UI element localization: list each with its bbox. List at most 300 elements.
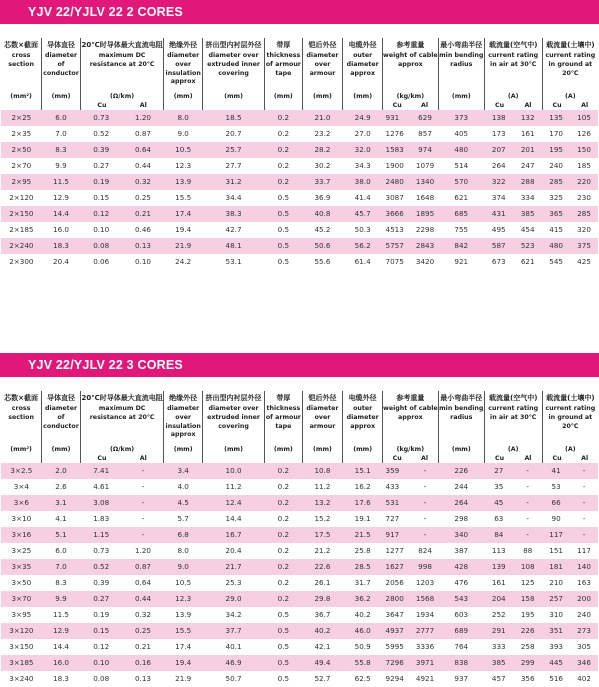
header-zh: 铠后外径 xyxy=(308,394,337,402)
header-zh: 带厚 xyxy=(276,41,291,49)
cell-pair xyxy=(383,559,439,575)
table-cell: 13.9 xyxy=(175,610,192,619)
cell-value: 273 xyxy=(577,626,591,635)
cell-value: 66 xyxy=(551,498,561,507)
cell-value: 285 xyxy=(549,177,563,186)
table-cell xyxy=(80,671,164,687)
cell-value: 90 xyxy=(551,514,561,523)
cell-value: 998 xyxy=(418,562,432,571)
table-cell xyxy=(484,142,542,158)
cell-value: 931 xyxy=(385,113,400,122)
table-cell xyxy=(383,639,439,655)
cell-value: 299 xyxy=(520,658,535,667)
table-cell: 50.7 xyxy=(225,674,242,683)
cell-value: 9294 xyxy=(385,674,404,683)
cell-pair xyxy=(80,206,164,222)
table-cell: 36.7 xyxy=(314,610,331,619)
cell-pair xyxy=(542,511,598,527)
header-sub xyxy=(1,454,41,463)
table-cell: 0.2 xyxy=(277,161,290,170)
table-cell: 603 xyxy=(454,610,469,619)
table-cell xyxy=(383,575,439,591)
table-row xyxy=(1,206,598,222)
table-cell: 10.0 xyxy=(202,463,264,479)
cell-pair xyxy=(80,655,164,671)
cell-value: - xyxy=(423,482,427,491)
header-sub-label: Al xyxy=(421,455,429,462)
table-cell xyxy=(80,142,164,158)
cell-value: 0.19 xyxy=(93,177,110,186)
table-title: YJV 22/YJLV 22 3 CORES xyxy=(28,358,183,372)
cell-value: - xyxy=(526,498,529,507)
cell-pair xyxy=(484,174,542,190)
table-cell xyxy=(484,559,542,575)
table-cell: 755 xyxy=(454,225,469,234)
table-cell: 7.0 xyxy=(55,129,67,138)
column-header xyxy=(542,38,598,110)
table-cell: 25.7 xyxy=(202,142,264,158)
cell-pair xyxy=(383,623,439,639)
table-title: YJV 22/YJLV 22 2 CORES xyxy=(28,5,183,19)
cell-pair xyxy=(484,639,542,655)
table-cell: 0.2 xyxy=(265,174,303,190)
table-cell xyxy=(80,623,164,639)
table-cell: 3×25 xyxy=(11,546,32,555)
table-cell xyxy=(383,463,439,479)
header-en: thickness of armour tape xyxy=(265,52,301,77)
column-header xyxy=(484,38,542,110)
table-cell: 11.2 xyxy=(225,482,242,491)
cell-value: 0.39 xyxy=(93,578,110,587)
table-cell: 31.7 xyxy=(354,578,371,587)
cell-pair xyxy=(383,527,439,543)
table-cell: 16.2 xyxy=(354,482,371,491)
cell-pair xyxy=(542,206,598,222)
table-cell: 19.1 xyxy=(354,514,371,523)
cell-value: 2298 xyxy=(415,225,435,234)
table-row xyxy=(1,254,598,270)
table-cell: 9.0 xyxy=(164,559,203,575)
cell-value: 431 xyxy=(491,209,506,218)
cell-pair xyxy=(383,591,439,607)
table-cell: 46.9 xyxy=(202,655,264,671)
table-cell xyxy=(80,495,164,511)
cell-value: 356 xyxy=(520,674,535,683)
cell-value: 201 xyxy=(520,145,535,154)
table-cell: 3×35 xyxy=(1,559,42,575)
table-row xyxy=(1,511,598,527)
header-sub-label: Cu xyxy=(392,102,402,109)
header-en: diameter over armour xyxy=(306,405,339,430)
header-unit: (mm) xyxy=(451,446,471,453)
header-zh: 电缆外径 xyxy=(348,394,377,402)
header-sub xyxy=(42,454,80,463)
table-cell: 3×4 xyxy=(13,482,29,491)
cell-pair xyxy=(80,495,164,511)
cell-value: 0.87 xyxy=(134,129,151,138)
table-cell: 48.1 xyxy=(202,238,264,254)
table-cell: 6.8 xyxy=(164,527,203,543)
cell-value: 587 xyxy=(491,241,506,250)
table-cell: 40.1 xyxy=(225,642,242,651)
cell-value: 0.10 xyxy=(134,257,151,266)
cell-value: 7.41 xyxy=(93,466,110,475)
cell-pair xyxy=(80,559,164,575)
table-cell xyxy=(80,527,164,543)
cell-value: 1.20 xyxy=(134,546,151,555)
header-sub-label: Al xyxy=(139,455,147,462)
cell-value: 4937 xyxy=(385,626,404,635)
table-cell xyxy=(484,495,542,511)
table-cell: 17.6 xyxy=(343,495,383,511)
header-unit: (mm) xyxy=(313,446,332,453)
header-zh: 载流量(土壤中) xyxy=(546,394,595,402)
table-cell: 0.2 xyxy=(265,495,303,511)
table-cell xyxy=(484,174,542,190)
table-cell: 32.0 xyxy=(343,142,383,158)
cell-pair xyxy=(80,671,164,687)
table-cell: 8.0 xyxy=(164,110,203,126)
table-cell xyxy=(542,591,598,607)
cell-value: 385 xyxy=(491,658,506,667)
table-cell: 0.5 xyxy=(277,225,290,234)
cell-value: 621 xyxy=(520,257,535,266)
table-cell: 514 xyxy=(454,161,469,170)
cell-value: 454 xyxy=(520,225,535,234)
cell-pair xyxy=(383,206,439,222)
cell-value: 0.52 xyxy=(93,129,110,138)
table-cell: 45.2 xyxy=(314,225,331,234)
column-header xyxy=(1,391,42,463)
cell-pair xyxy=(383,126,439,142)
cell-value: 5757 xyxy=(385,241,404,250)
cell-value: 0.64 xyxy=(134,145,151,154)
table-cell: 0.2 xyxy=(277,482,290,491)
table-cell: 29.8 xyxy=(302,591,343,607)
cell-pair xyxy=(80,479,164,495)
table-cell: 2×150 xyxy=(1,206,42,222)
table-cell: 5.1 xyxy=(42,527,81,543)
cell-value: 0.13 xyxy=(134,241,151,250)
table-cell xyxy=(383,479,439,495)
cell-value: 4921 xyxy=(415,674,435,683)
table-cell: 50.6 xyxy=(302,238,343,254)
cell-pair xyxy=(80,174,164,190)
cell-value: 7075 xyxy=(385,257,404,266)
table-cell: 3×150 xyxy=(9,642,34,651)
cell-value: 2800 xyxy=(385,594,404,603)
table-cell xyxy=(542,495,598,511)
table-cell: 0.5 xyxy=(265,655,303,671)
cell-value: 310 xyxy=(549,610,563,619)
header-sub-label: Al xyxy=(524,455,532,462)
column-header xyxy=(542,391,598,463)
cell-value: - xyxy=(526,530,529,539)
cell-value: 0.87 xyxy=(134,562,151,571)
header-zh: 芯数×截面 xyxy=(4,394,39,402)
header-sub xyxy=(439,454,484,463)
table-cell: 38.0 xyxy=(343,174,383,190)
table-cell: 11.2 xyxy=(314,482,331,491)
table-body xyxy=(1,110,598,270)
header-en: outer diameter approx xyxy=(346,52,379,77)
cell-pair xyxy=(542,495,598,511)
table-cell: 0.2 xyxy=(265,463,303,479)
table-cell: 34.4 xyxy=(225,193,242,202)
table-cell: 2×95 xyxy=(1,174,42,190)
cell-value: 3971 xyxy=(415,658,435,667)
cell-pair xyxy=(542,463,598,479)
header-unit: (mm) xyxy=(451,93,471,100)
cell-value: 727 xyxy=(385,514,400,523)
table-cell: 405 xyxy=(454,129,469,138)
table-cell: 40.2 xyxy=(302,623,343,639)
table-row xyxy=(1,495,598,511)
table-cell: 21.7 xyxy=(202,559,264,575)
cell-pair xyxy=(542,222,598,238)
table-cell xyxy=(542,575,598,591)
cell-value: 415 xyxy=(549,225,563,234)
cell-pair xyxy=(542,543,598,559)
header-zh: 挤出型内衬层外径 xyxy=(205,41,262,49)
table-cell: 0.2 xyxy=(265,559,303,575)
table-cell: 0.5 xyxy=(265,238,303,254)
table-cell xyxy=(484,591,542,607)
table-cell: 21.0 xyxy=(302,110,343,126)
table-cell: 3.1 xyxy=(42,495,81,511)
cell-value: 151 xyxy=(549,546,563,555)
cell-value: 325 xyxy=(549,193,563,202)
header-unit: (kg/km) xyxy=(396,93,425,100)
cell-pair xyxy=(484,623,542,639)
cell-value: 1340 xyxy=(415,177,435,186)
header-unit: (A) xyxy=(565,93,576,100)
cell-value: 41 xyxy=(551,466,561,475)
table-cell xyxy=(542,190,598,206)
cell-pair xyxy=(542,591,598,607)
cable-spec-table xyxy=(1,38,598,270)
cell-value: 1277 xyxy=(385,546,404,555)
cell-value: 1276 xyxy=(385,129,404,138)
table-cell: 838 xyxy=(438,655,484,671)
column-header xyxy=(1,38,42,110)
header-unit: (mm) xyxy=(224,93,243,100)
table-cell xyxy=(542,511,598,527)
cell-value: 0.25 xyxy=(134,626,151,635)
table-cell: 11.5 xyxy=(53,610,70,619)
header-sub xyxy=(543,454,598,463)
cell-value: 230 xyxy=(577,193,591,202)
table-cell xyxy=(542,607,598,623)
cell-value: 185 xyxy=(577,161,591,170)
cell-value: 84 xyxy=(494,530,504,539)
table-cell: 570 xyxy=(438,174,484,190)
header-row xyxy=(1,391,598,463)
cell-pair xyxy=(383,254,439,270)
table-cell: 27.7 xyxy=(225,161,242,170)
cell-value: 917 xyxy=(385,530,400,539)
table-row xyxy=(1,655,598,671)
header-en: diameter over extruded inner covering xyxy=(207,52,260,77)
header-unit: (mm) xyxy=(313,93,332,100)
table-cell: 7.0 xyxy=(42,559,81,575)
header-en: current rating in ground at 20℃ xyxy=(545,405,596,430)
header-sub xyxy=(439,101,484,110)
cell-pair xyxy=(542,607,598,623)
cell-value: 0.27 xyxy=(93,161,110,170)
table-cell: 2×120 xyxy=(9,193,34,202)
table-cell xyxy=(542,463,598,479)
cell-value: 3647 xyxy=(385,610,404,619)
cell-pair xyxy=(80,639,164,655)
column-header xyxy=(343,391,383,463)
header-sub xyxy=(383,101,438,110)
cell-value: 824 xyxy=(418,546,432,555)
cell-pair xyxy=(484,222,542,238)
header-sub xyxy=(81,101,164,110)
header-unit: (mm) xyxy=(353,446,373,453)
table-cell: 25.8 xyxy=(354,546,371,555)
column-header xyxy=(484,391,542,463)
table-cell: 0.5 xyxy=(277,193,290,202)
table-cell: 21.9 xyxy=(175,674,192,683)
cell-pair xyxy=(542,254,598,270)
cell-value: 1627 xyxy=(385,562,404,571)
cell-pair xyxy=(80,158,164,174)
cell-value: 226 xyxy=(520,626,535,635)
table-cell: 13.2 xyxy=(302,495,343,511)
table-cell: 15.2 xyxy=(314,514,331,523)
table-cell xyxy=(383,607,439,623)
table-cell xyxy=(542,543,598,559)
table-cell xyxy=(542,527,598,543)
cell-pair xyxy=(484,142,542,158)
column-header xyxy=(383,38,439,110)
cell-pair xyxy=(484,543,542,559)
cell-pair xyxy=(80,126,164,142)
table-cell: 50.3 xyxy=(354,225,371,234)
cell-value: 45 xyxy=(494,498,504,507)
cell-value: 322 xyxy=(491,177,506,186)
cell-value: 288 xyxy=(520,177,535,186)
header-sub xyxy=(203,101,264,110)
cell-value: 27 xyxy=(494,466,504,475)
header-row xyxy=(1,38,598,110)
cell-value: 4513 xyxy=(385,225,404,234)
table-cell xyxy=(383,126,439,142)
table-cell: 3×16 xyxy=(1,527,42,543)
cell-value: 1934 xyxy=(415,610,435,619)
header-sub-label: Cu xyxy=(97,455,107,462)
header-sub-label: Al xyxy=(581,455,589,462)
table-cell: 3×6 xyxy=(1,495,42,511)
table-2-cores-section xyxy=(0,0,599,270)
header-zh: 导体直径 xyxy=(47,394,75,402)
cell-value: 0.15 xyxy=(93,193,110,202)
table-cell: 0.5 xyxy=(277,642,290,651)
table-cell xyxy=(383,495,439,511)
table-cell: 27.0 xyxy=(354,129,371,138)
table-cell xyxy=(383,222,439,238)
header-zh: 20℃时导体最大直流电阻 xyxy=(81,394,163,402)
cell-pair xyxy=(484,527,542,543)
table-cell: 14.4 xyxy=(53,642,70,651)
cell-value: 0.12 xyxy=(93,642,110,651)
cell-value: 1.83 xyxy=(93,514,110,523)
table-cell xyxy=(484,655,542,671)
table-cell: 24.9 xyxy=(343,110,383,126)
table-cell xyxy=(542,206,598,222)
cell-value: 240 xyxy=(577,610,591,619)
cell-value: 0.32 xyxy=(134,177,151,186)
cell-value: - xyxy=(423,514,427,523)
table-cell: 22.6 xyxy=(302,559,343,575)
cell-value: - xyxy=(582,466,586,475)
table-cell xyxy=(484,671,542,687)
header-sub xyxy=(343,454,382,463)
cell-value: 173 xyxy=(491,129,506,138)
cell-value: - xyxy=(526,482,529,491)
header-zh: 20℃时导体最大直流电阻 xyxy=(81,41,163,49)
cell-value: 285 xyxy=(577,209,591,218)
cell-value: 117 xyxy=(549,530,563,539)
cell-pair xyxy=(542,110,598,126)
table-cell: 0.2 xyxy=(277,514,290,523)
header-sub-label: Al xyxy=(581,102,589,109)
header-sub-label: Cu xyxy=(392,455,402,462)
cell-pair xyxy=(484,254,542,270)
table-cell: 0.5 xyxy=(265,206,303,222)
table-cell: 298 xyxy=(454,514,469,523)
cell-pair xyxy=(383,174,439,190)
cell-value: 402 xyxy=(577,674,591,683)
cell-value: 857 xyxy=(418,129,432,138)
cell-value: - xyxy=(582,498,586,507)
table-cell: 15.1 xyxy=(343,463,383,479)
cell-pair xyxy=(383,655,439,671)
cell-value: - xyxy=(423,530,427,539)
table-cell: 2×50 xyxy=(1,142,42,158)
cell-pair xyxy=(484,238,542,254)
cell-value: 257 xyxy=(549,594,563,603)
table-cell xyxy=(484,575,542,591)
table-cell: 0.5 xyxy=(277,610,290,619)
table-cell: 340 xyxy=(438,527,484,543)
table-row xyxy=(1,543,598,559)
table-cell xyxy=(80,222,164,238)
table-cell xyxy=(383,655,439,671)
table-cell xyxy=(80,559,164,575)
header-en: diameter over armour xyxy=(306,52,339,77)
header-en: current rating in air at 30℃ xyxy=(488,52,539,68)
cell-value: 1583 xyxy=(385,145,404,154)
cell-value: 0.52 xyxy=(93,562,110,571)
cell-pair xyxy=(484,511,542,527)
table-cell: 49.4 xyxy=(302,655,343,671)
table-cell: 45.7 xyxy=(343,206,383,222)
cell-pair xyxy=(80,190,164,206)
table-row xyxy=(1,190,598,206)
table-cell: 3×2.5 xyxy=(1,463,42,479)
table-cell: 17.4 xyxy=(164,206,203,222)
table-cell xyxy=(383,142,439,158)
table-cell xyxy=(484,222,542,238)
table-cell: 18.3 xyxy=(53,674,70,683)
table-cell: 55.6 xyxy=(314,257,331,266)
cell-pair xyxy=(542,559,598,575)
table-cell: 24.2 xyxy=(175,257,192,266)
table-cell xyxy=(542,655,598,671)
